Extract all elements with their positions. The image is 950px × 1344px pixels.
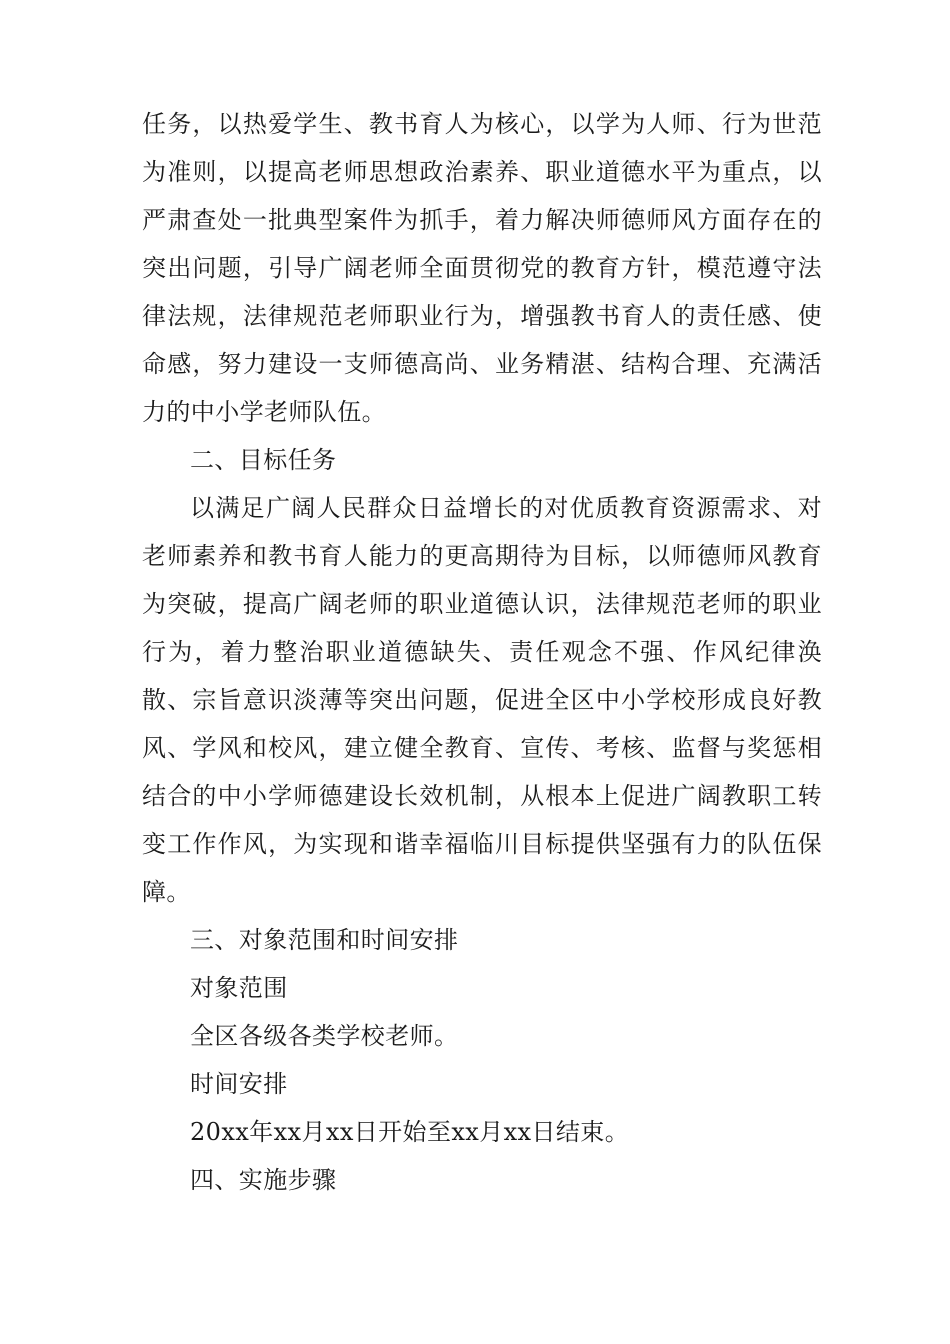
section-heading-scope-schedule: 三、对象范围和时间安排 bbox=[190, 926, 459, 954]
section-heading-steps: 四、实施步骤 bbox=[190, 1166, 337, 1194]
paragraph-schedule: 20xx年xx月xx日开始至xx月xx日结束。 bbox=[190, 1118, 630, 1146]
subheading-schedule: 时间安排 bbox=[190, 1070, 288, 1098]
subheading-scope: 对象范围 bbox=[190, 974, 288, 1002]
document-body bbox=[142, 100, 822, 1204]
paragraph-scope: 全区各级各类学校老师。 bbox=[190, 1022, 459, 1050]
paragraph-goals: 以满足广阔人民群众日益增长的对优质教育资源需求、对老师素养和教书育人能力的更高期待为目标，以师德师风教育为突破，提高广阔老师的职业道德认识，法律规范老师的职业行为，着力整治职业道德缺失、责任观念不强、作风纪律涣散、宗旨意识淡薄等突出问题，促进全区中小学校形成良好教风、学风和校风，建立健全教育、宣传、考核、监督与奖惩相结合的中小学师德建设长效机制，从根本上促进广阔教职工转变工作作风，为实现和谐幸福临川目标提供坚强有力的队伍保障。 bbox=[142, 494, 822, 906]
paragraph-intro-continuation: 任务，以热爱学生、教书育人为核心，以学为人师、行为世范为准则，以提高老师思想政治素养、职业道德水平为重点，以严肃查处一批典型案件为抓手，着力解决师德师风方面存在的突出问题，引导广阔老师全面贯彻党的教育方针，模范遵守法律法规，法律规范老师职业行为，增强教书育人的责任感、使命感，努力建设一支师德高尚、业务精湛、结构合理、充满活力的中小学老师队伍。 bbox=[142, 110, 822, 426]
section-heading-goals: 二、目标任务 bbox=[190, 446, 337, 474]
